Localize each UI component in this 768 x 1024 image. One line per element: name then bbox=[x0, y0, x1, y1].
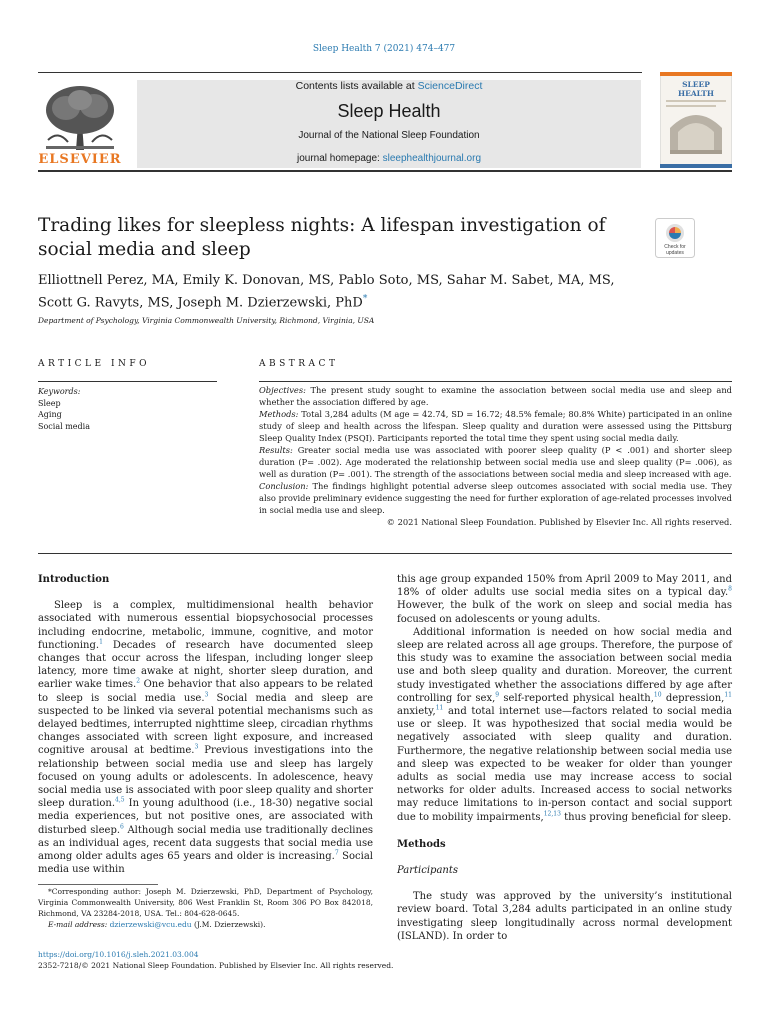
methods-text: Total 3,284 adults (M age = 42.74, SD = 16.72; 48.5% female; 80.8% White) participated in an online study of sleep and health across the lifespan. Sleep quality and duration were assessed using the Pittsburg Sleep Quality Index (PSQI). Participants reported the total time they spent using social media daily. bbox=[259, 409, 733, 443]
check-for-updates-label: Check for updates bbox=[664, 244, 686, 256]
citation-ref[interactable]: 11 bbox=[724, 691, 732, 699]
citation-ref[interactable]: 10 bbox=[653, 691, 662, 699]
publisher-wordmark: ELSEVIER bbox=[38, 152, 122, 167]
corresponding-author-mark[interactable]: * bbox=[362, 294, 368, 304]
journal-cover-image bbox=[660, 72, 732, 168]
header-rule-bottom bbox=[38, 170, 732, 172]
body-column-left bbox=[38, 573, 373, 876]
doi-link[interactable]: https://doi.org/10.1016/j.sleh.2021.03.004 bbox=[38, 950, 199, 959]
corresponding-author-text: *Corresponding author: Joseph M. Dzierzewski, PhD, Department of Psychology, Virginia Commonwealth University, 806 West Franklin St, Room 306 PO Box 842018, Richmond, VA 23284-2018, USA. Tel.: 804-628-0645. bbox=[38, 887, 373, 918]
body-column-right bbox=[397, 573, 732, 943]
citation-ref[interactable]: 8 bbox=[728, 585, 732, 593]
journal-citation[interactable]: Sleep Health 7 (2021) 474–477 bbox=[312, 44, 456, 54]
article-title: Trading likes for sleepless nights: A lifespan investigation of social media and sleep bbox=[38, 215, 606, 260]
keywords-label: Keywords: bbox=[38, 387, 81, 396]
abstract-objectives bbox=[259, 384, 732, 408]
abstract-conclusion bbox=[259, 480, 732, 516]
introduction-heading: Introduction bbox=[38, 574, 110, 585]
corresponding-author-footnote bbox=[38, 886, 373, 930]
citation-ref[interactable]: 12,13 bbox=[543, 810, 561, 818]
journal-subtitle: Journal of the National Sleep Foundation bbox=[298, 130, 480, 141]
keyword-item: Sleep bbox=[38, 398, 61, 408]
affiliation: Department of Psychology, Virginia Commonwealth University, Richmond, Virginia, USA bbox=[38, 316, 375, 325]
homepage-prefix: journal homepage: bbox=[296, 153, 383, 164]
keywords-block bbox=[38, 386, 90, 432]
author-list bbox=[38, 272, 638, 312]
footnote-rule bbox=[38, 884, 158, 885]
sciencedirect-link[interactable]: ScienceDirect bbox=[417, 80, 483, 92]
methods-heading: Methods bbox=[397, 838, 446, 850]
conclusion-text: The findings highlight potential adverse sleep outcomes associated with social media use. They also provide preliminary evidence suggesting the need for further exploration of age-related processes involved in social media use and sleep. bbox=[259, 481, 732, 515]
citation-ref[interactable]: 4,5 bbox=[115, 796, 125, 804]
authors-text: Elliottnell Perez, MA, Emily K. Donovan, MS, Pablo Soto, MS, Sahar M. Sabet, MA, MS, Scott G. Ravyts, MS, Joseph M. Dzierzewski, PhD bbox=[38, 273, 615, 311]
journal-name: Sleep Health bbox=[337, 101, 441, 121]
keyword-item: Social media bbox=[38, 421, 90, 431]
email-link[interactable]: dzierzewski@vcu.edu bbox=[109, 920, 192, 929]
article-info-heading: ARTICLE INFO bbox=[38, 359, 151, 369]
results-label: Results: bbox=[259, 445, 293, 455]
citation-ref[interactable]: 11 bbox=[435, 704, 444, 712]
intro-paragraph-1: Sleep is a complex, multidimensional health behavior associated with numerous essential biopsychosocial processes including endocrine, metabolic, immune, cognitive, and motor functioning.$^1$ Decades of research have documented sleep changes that occur across the lifespan, including longer sleep latency, more time awake at night, shorter sleep duration, and earlier wake times.$^2$ One behavior that also appears to be related to sleep is social media use.$^3$ Social media and sleep are suspected to be linked via several potential mechanisms such as delayed bedtimes, interrupted nighttime sleep, circadian rhythms changes associated with screen light exposure, and increased cognitive arousal at bedtime.$^3$ Previous investigations into the relationship between social media use and sleep has largely focused on young adults or adolescents. In adolescence, heavy social media use is associated with poor sleep quality and shorter sleep duration.$^{4,5}$ In young adulthood (i.e., 18-30) negative social media experiences, but not positive ones, are associated with disturbed sleep.$^6$ Although social media use traditionally declines as an individual ages, recent data suggests that social media use among older adults ages 65 years and older is increasing.$^7$ Social media use within bbox=[38, 600, 373, 876]
abstract-results bbox=[259, 444, 732, 480]
citation-ref[interactable]: 9 bbox=[495, 691, 500, 699]
keyword-item: Aging bbox=[38, 410, 62, 419]
header-rule-top bbox=[38, 72, 642, 73]
contents-line bbox=[137, 80, 641, 92]
article-info-rule bbox=[38, 381, 217, 382]
methods-paragraph-1: The study was approved by the university’s institutional review board. Total 3,284 adults participated in an online study investigating sleep longitudinally across normal development (ISLAND). In order to bbox=[397, 891, 732, 942]
doi-block bbox=[38, 949, 393, 971]
elsevier-logo bbox=[38, 80, 122, 168]
issn-line: 2352-7218/© 2021 National Sleep Foundation. Published by Elsevier Inc. All rights reserved. bbox=[38, 961, 394, 970]
email-label: E-mail address: bbox=[48, 920, 110, 929]
contents-prefix: Contents lists available at bbox=[295, 80, 418, 92]
cover-title: SLEEP HEALTH bbox=[678, 80, 714, 98]
abstract-body bbox=[259, 384, 732, 528]
objectives-label: Objectives: bbox=[259, 385, 306, 395]
intro-paragraph-2: Additional information is needed on how social media and sleep are related across all age groups. Therefore, the purpose of this study was to examine the association between social media use and both sleep quality and duration. Moreover, the current study investigated whether the associations differed by age after controlling for sex,$^9$ self-reported physical health,$^{10}$ depression,$^{11}$ anxiety,$^{11}$ and total internet use—factors related to social media use or sleep. It was hypothesized that social media would be negatively associated with sleep quality and duration. Furthermore, the negative relationship between social media use and sleep was expected to be weaker for older than younger adults as social media use may increase access to social networks for older adults. Increased access to social networks may reduce limitations to in-person contact and social support due to mobility impairments,$^{12,13}$ thus proving beneficial for sleep. bbox=[397, 626, 732, 823]
citation-ref[interactable]: 3 bbox=[194, 744, 199, 752]
citation-ref[interactable]: 1 bbox=[99, 638, 103, 646]
abstract-heading: ABSTRACT bbox=[259, 359, 339, 369]
abstract-copyright: © 2021 National Sleep Foundation. Published by Elsevier Inc. All rights reserved. bbox=[386, 517, 732, 527]
citation-ref[interactable]: 2 bbox=[136, 678, 141, 686]
abstract-methods bbox=[259, 408, 732, 444]
check-for-updates-button[interactable] bbox=[655, 218, 695, 258]
results-text: Greater social media use was associated with poorer sleep quality (P < .001) and shorter sleep duration (P= .002). Age moderated the relationship between social media use and sleep quality (P= .006), as well as duration (P= .001). The strength of the associations between social media and sleep increased with age. bbox=[259, 445, 732, 479]
citation-ref[interactable]: 7 bbox=[334, 849, 339, 857]
section-rule bbox=[38, 553, 732, 554]
homepage-link[interactable]: sleephealthjournal.org bbox=[382, 153, 482, 164]
homepage-line bbox=[137, 153, 641, 164]
intro-paragraph-1-continued: this age group expanded 150% from April 2009 to May 2011, and 18% of older adults use social media sites on a typical day.$^8$ However, the bulk of the work on sleep and social media has focused on adolescents or young adults. bbox=[397, 574, 732, 625]
participants-heading: Participants bbox=[397, 865, 458, 877]
email-suffix: (J.M. Dzierzewski). bbox=[191, 920, 266, 929]
citation-ref[interactable]: 3 bbox=[204, 691, 209, 699]
abstract-rule bbox=[259, 381, 732, 382]
conclusion-label: Conclusion: bbox=[259, 481, 309, 491]
email-line bbox=[38, 919, 373, 930]
citation-ref[interactable]: 6 bbox=[120, 823, 124, 831]
methods-label: Methods: bbox=[259, 409, 299, 419]
objectives-text: The present study sought to examine the association between social media use and sleep and whether the association differed by age. bbox=[259, 385, 732, 407]
